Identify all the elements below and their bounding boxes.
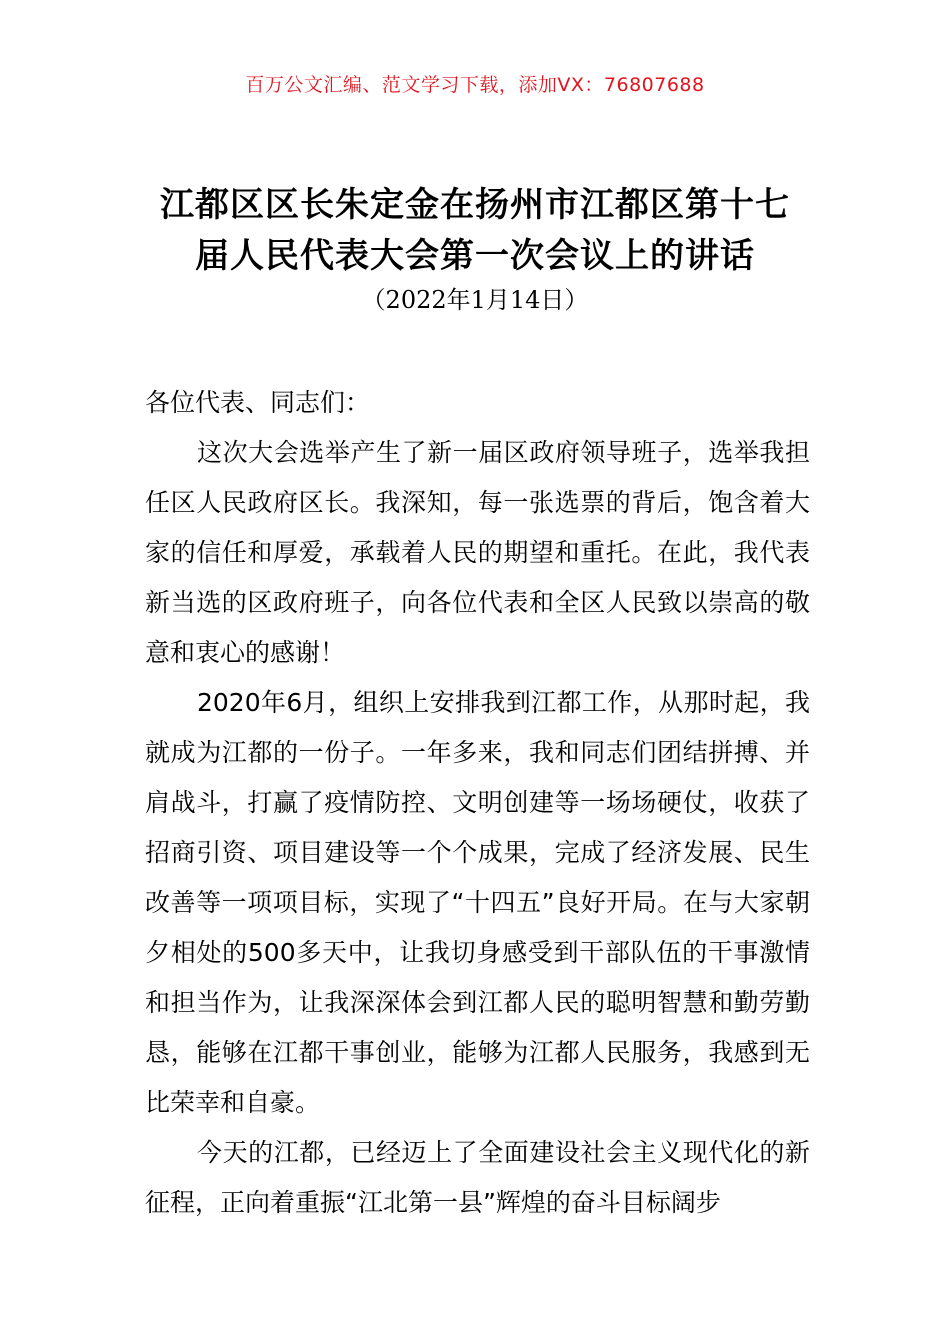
speech-title-line-1: 江都区区长朱定金在扬州市江都区第十七 [160, 185, 790, 225]
speech-date: （2022年1月14日） [361, 286, 589, 314]
paragraph-1: 这次大会选举产生了新一届区政府领导班子，选举我担任区人民政府区长。我深知，每一张选票的背后，饱含着大家的信任和厚爱，承载着人民的期望和重托。在此，我代表新当选的区政府班子，向各位代表和全区人民致以崇高的敬意和衷心的感谢！ [145, 438, 810, 667]
speech-body [145, 378, 810, 1228]
salutation: 各位代表、同志们： [145, 388, 371, 417]
paragraph-3: 今天的江都，已经迈上了全面建设社会主义现代化的新征程，正向着重振“江北第一县”辉煌的奋斗目标阔步 [145, 1138, 810, 1217]
speech-title-line-2: 届人民代表大会第一次会议上的讲话 [195, 236, 755, 276]
header-note: 百万公文汇编、范文学习下载，添加VX：76807688 [245, 74, 705, 96]
paragraph-2: 2020年6月，组织上安排我到江都工作，从那时起，我就成为江都的一份子。一年多来，我和同志们团结拼搏、并肩战斗，打赢了疫情防控、文明创建等一场场硬仗，收获了招商引资、项目建设等一个个成果，完成了经济发展、民生改善等一项项目标，实现了“十四五”良好开局。在与大家朝夕相处的500多天中，让我切身感受到干部队伍的干事激情和担当作为，让我深深体会到江都人民的聪明智慧和勤劳勤恳，能够在江都干事创业，能够为江都人民服务，我感到无比荣幸和自豪。 [145, 688, 810, 1117]
